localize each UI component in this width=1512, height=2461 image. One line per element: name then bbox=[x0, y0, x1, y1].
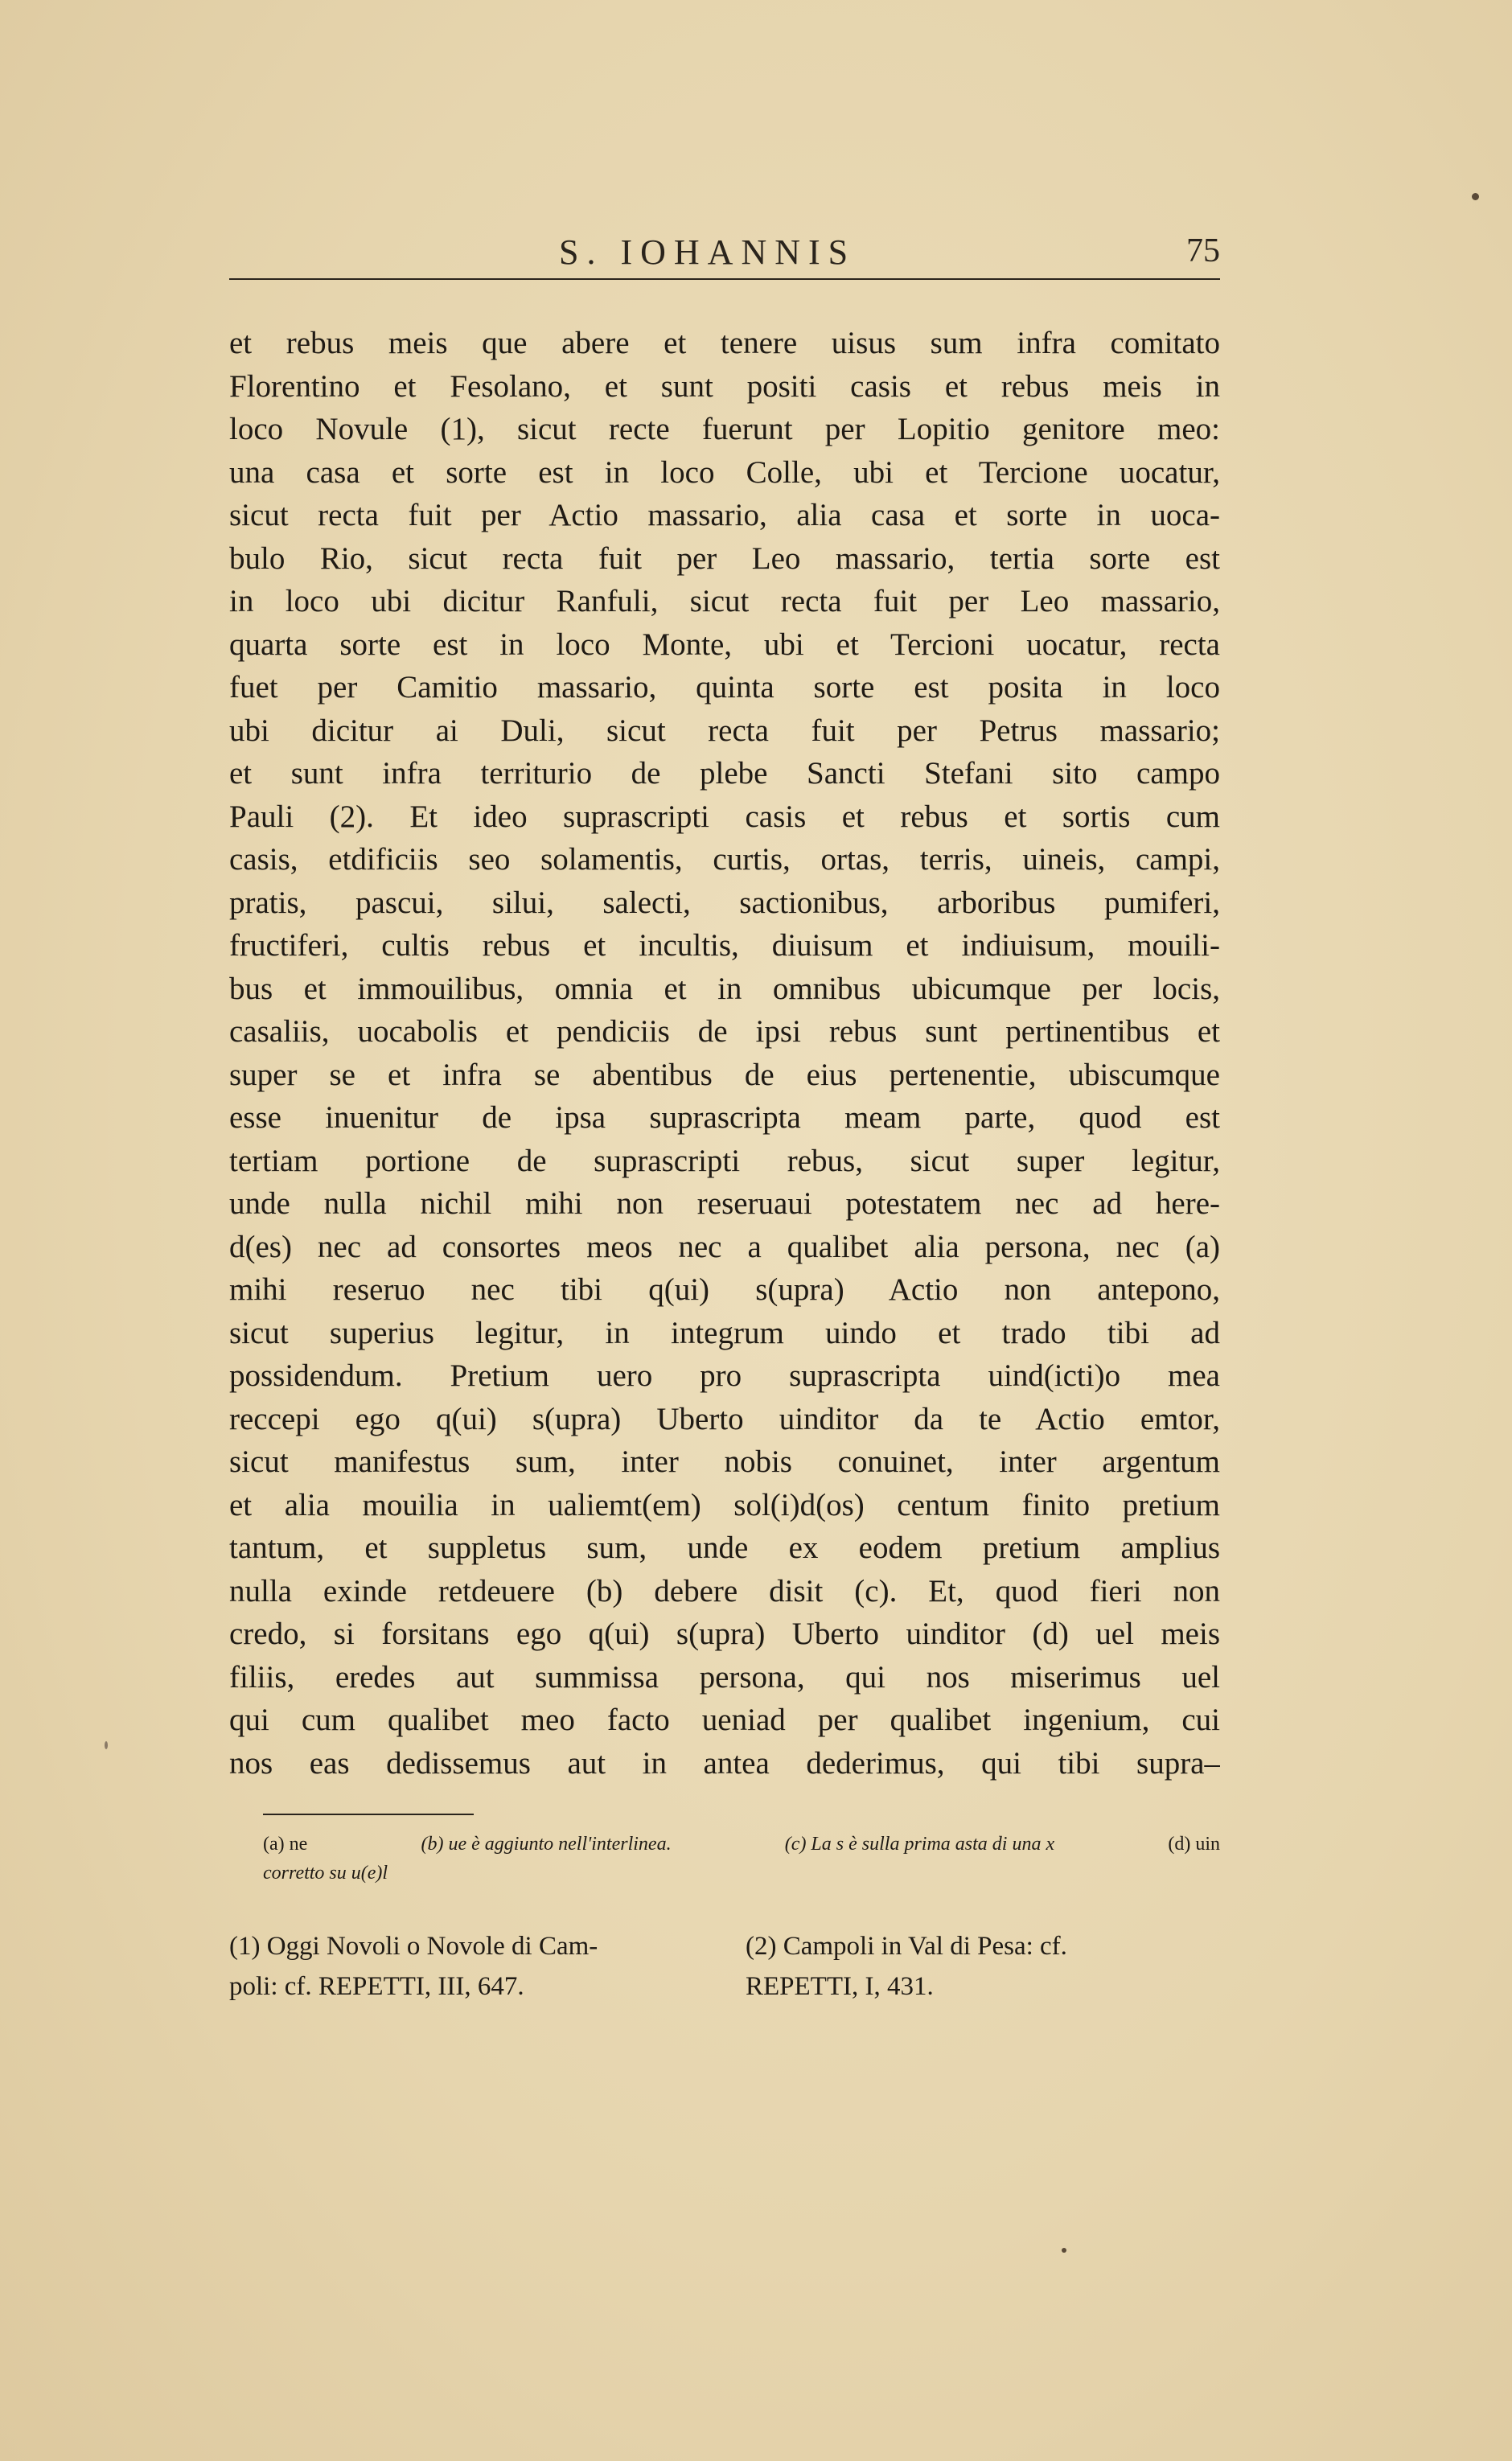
footnote-2 bbox=[746, 1926, 1220, 2007]
text-line: loco Novule (1), sicut recte fuerunt per Lopitio genitore meo: bbox=[229, 412, 1220, 446]
text-line: filiis, eredes aut summissa persona, qui nos miserimus uel bbox=[229, 1659, 1220, 1695]
text-line: super se et infra se abentibus de eius pertenentie, ubiscumque bbox=[229, 1057, 1220, 1092]
text-line: bus et immouilibus, omnia et in omnibus ubicumque per locis, bbox=[229, 971, 1220, 1006]
text-line: bulo Rio, sicut recta fuit per Leo massario, tertia sorte est bbox=[229, 540, 1220, 576]
text-line: mihi reseruo nec tibi q(ui) s(upra) Actio non antepono, bbox=[229, 1272, 1220, 1307]
running-title: S. IOHANNIS bbox=[559, 232, 857, 272]
text-line: quarta sorte est in loco Monte, ubi et Tercioni uocatur, recta bbox=[229, 627, 1220, 662]
page-header bbox=[229, 224, 1220, 280]
apparatus-note-d-continued: corretto su u(e)l bbox=[263, 1863, 388, 1884]
text-line: ubi dicitur ai Duli, sicut recta fuit per Petrus massario; bbox=[229, 713, 1220, 748]
text-line: qui cum qualibet meo facto ueniad per qualibet ingenium, cui bbox=[229, 1703, 1220, 1737]
charter-text bbox=[229, 322, 1220, 1785]
footnote-1 bbox=[229, 1926, 704, 2007]
text-line: Pauli (2). Et ideo suprascripti casis et rebus et sortis cum bbox=[229, 799, 1220, 834]
text-line: sicut manifestus sum, inter nobis conuinet, inter argentum bbox=[229, 1444, 1220, 1479]
text-line: casaliis, uocabolis et pendiciis de ipsi rebus sunt pertinentibus et bbox=[229, 1014, 1220, 1049]
footnote-rule bbox=[263, 1814, 474, 1815]
header-rule bbox=[229, 278, 1220, 280]
text-line: d(es) nec ad consortes meos nec a qualibet alia persona, nec (a) bbox=[229, 1229, 1220, 1264]
text-line: tantum, et suppletus sum, unde ex eodem pretium amplius bbox=[229, 1530, 1220, 1565]
page-number: 75 bbox=[1186, 232, 1220, 269]
text-line: et rebus meis que abere et tenere uisus sum infra comitato bbox=[229, 326, 1220, 360]
text-line: casis, etdificiis seo solamentis, curtis, ortas, terris, uineis, campi, bbox=[229, 842, 1220, 877]
text-line: tertiam portione de suprascripti rebus, sicut super legitur, bbox=[229, 1143, 1220, 1178]
apparatus-note-b: (b) ue è aggiunto nell'interlinea. bbox=[421, 1834, 672, 1855]
text-line: reccepi ego q(ui) s(upra) Uberto uinditor da te Actio emtor, bbox=[229, 1401, 1220, 1436]
paper-speck bbox=[105, 1741, 108, 1749]
footnote-1-line: (1) Oggi Novoli o Novole di Cam- bbox=[229, 1932, 598, 1961]
text-line: fructiferi, cultis rebus et incultis, diuisum et indiuisum, mouili- bbox=[229, 928, 1220, 963]
footnote-2-line: REPETTI, I, 431. bbox=[746, 1972, 934, 2001]
footnote-1-line: poli: cf. REPETTI, III, 647. bbox=[229, 1972, 524, 2001]
text-line: pratis, pascui, silui, salecti, sactionibus, arboribus pumiferi, bbox=[229, 885, 1220, 920]
text-line: in loco ubi dicitur Ranfuli, sicut recta fuit per Leo massario, bbox=[229, 584, 1220, 618]
text-line: et alia mouilia in ualiemt(em) sol(i)d(os) centum finito pretium bbox=[229, 1487, 1220, 1522]
paper-speck bbox=[1062, 2248, 1066, 2253]
text-line: sicut recta fuit per Actio massario, alia casa et sorte in uoca- bbox=[229, 498, 1220, 532]
apparatus-note-a: (a) ne bbox=[263, 1834, 308, 1855]
footnote-2-line: (2) Campoli in Val di Pesa: cf. bbox=[746, 1932, 1067, 1961]
text-line: Florentino et Fesolano, et sunt positi casis et rebus meis in bbox=[229, 368, 1220, 404]
apparatus-note-c: (c) La s è sulla prima asta di una x bbox=[784, 1834, 1055, 1855]
apparatus-row bbox=[263, 1830, 1220, 1859]
text-line: fuet per Camitio massario, quinta sorte est posita in loco bbox=[229, 670, 1220, 705]
text-line: et sunt infra territurio de plebe Sancti Stefani sito campo bbox=[229, 756, 1220, 791]
text-line: una casa et sorte est in loco Colle, ubi et Tercione uocatur, bbox=[229, 454, 1220, 490]
text-line: nulla exinde retdeuere (b) debere disit (c). Et, quod fieri non bbox=[229, 1573, 1220, 1608]
text-line: possidendum. Pretium uero pro suprascripta uind(icti)o mea bbox=[229, 1358, 1220, 1393]
text-line: credo, si forsitans ego q(ui) s(upra) Uberto uinditor (d) uel meis bbox=[229, 1617, 1220, 1651]
text-line: sicut superius legitur, in integrum uindo et trado tibi ad bbox=[229, 1315, 1220, 1350]
historical-notes bbox=[229, 1926, 1220, 2007]
text-line: nos eas dedissemus aut in antea dederimus, qui tibi supra– bbox=[229, 1745, 1220, 1781]
text-line: esse inuenitur de ipsa suprascripta meam parte, quod est bbox=[229, 1100, 1220, 1135]
apparatus-note-d: (d) uin bbox=[1168, 1834, 1220, 1855]
critical-apparatus bbox=[263, 1830, 1220, 1888]
paper-speck bbox=[1472, 193, 1479, 200]
text-line: unde nulla nichil mihi non reseruaui potestatem nec ad here- bbox=[229, 1186, 1220, 1221]
